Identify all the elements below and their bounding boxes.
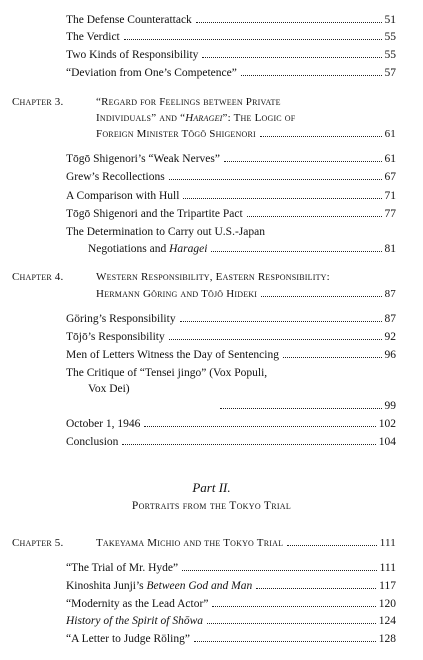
dot-leader: [220, 408, 382, 409]
toc-entry-title: Tōgō Shigenori and the Tripartite Pact: [66, 208, 243, 220]
toc-entry-title: The Defense Counterattack: [66, 14, 192, 26]
chapter-3-title-line3: [96, 127, 396, 141]
toc-entry-title-line2: Vox Dei): [88, 383, 130, 395]
dot-leader: [169, 339, 382, 340]
toc-entry-page: 92: [384, 331, 396, 343]
toc-entry-page: 55: [384, 49, 396, 61]
toc-entry-page: 81: [384, 243, 396, 255]
toc-entry: [66, 614, 396, 628]
chapter-4-title-line2: [96, 287, 396, 301]
toc-entry-title-italic: History of the Spirit of Shōwa: [66, 615, 204, 627]
chapter-3-title-part: ”: The Logic of: [222, 112, 296, 124]
toc-entry-title: [88, 242, 207, 256]
toc-entry: [66, 312, 396, 326]
chapter-3-title-line1: “Regard for Feelings between Private: [96, 96, 281, 108]
toc-entry-title: Tōgō Shigenori’s “Weak Nerves”: [66, 153, 220, 165]
part-title: Portraits from the Tokyo Trial: [131, 500, 292, 512]
toc-entry-title-line1: The Critique of “Tensei jingo” (Vox Populi,: [66, 367, 268, 379]
dot-leader: [196, 22, 382, 23]
toc-entry-title-line1: The Determination to Carry out U.S.-Japan: [66, 226, 265, 238]
toc-entry-title: The Verdict: [66, 31, 120, 43]
toc-entry: [66, 348, 396, 362]
toc-entry-page: 102: [378, 418, 396, 430]
toc-entry-title: Grew’s Recollections: [66, 171, 165, 183]
chapter-5-label: Chapter 5.: [12, 537, 64, 549]
toc-entry: [66, 561, 396, 575]
toc-entry-title-italic: Haragei: [169, 243, 208, 255]
dot-leader: [202, 57, 381, 58]
toc-entry-page: 61: [384, 153, 396, 165]
dot-leader: [287, 545, 377, 546]
toc-entry-title: Men of Letters Witness the Day of Sentencing: [66, 349, 279, 361]
dot-leader: [183, 198, 381, 199]
toc-entry-title-italic: Between God and Man: [146, 580, 253, 592]
toc-entry-page: 117: [379, 580, 396, 592]
toc-entry-title: “Deviation from One’s Competence”: [66, 67, 237, 79]
toc-entry-title: “The Trial of Mr. Hyde”: [66, 562, 179, 574]
toc-entry-title: A Comparison with Hull: [66, 190, 180, 202]
dot-leader: [212, 606, 375, 607]
toc-entry: [88, 242, 396, 256]
dot-leader: [224, 161, 382, 162]
toc-entry-page: 71: [384, 190, 396, 202]
toc-entry-page: 51: [384, 14, 396, 26]
chapter-5-title: [96, 536, 396, 550]
toc-entry: [66, 632, 396, 646]
toc-entry: [66, 189, 396, 203]
dot-leader: [207, 623, 376, 624]
toc-entry-page: 61: [384, 128, 396, 140]
toc-entry-title-part: Kinoshita Junji’s: [66, 580, 147, 592]
toc-entry-page: 87: [384, 288, 396, 300]
toc-entry-title: Two Kinds of Responsibility: [66, 49, 199, 61]
toc-entry-page: 67: [384, 171, 396, 183]
dot-leader: [124, 39, 382, 40]
toc-entry-page: 87: [384, 313, 396, 325]
dot-leader: [256, 588, 376, 589]
dot-leader: [261, 296, 381, 297]
toc-entry-page: 111: [379, 562, 396, 574]
dot-leader: [194, 641, 376, 642]
dot-leader: [180, 321, 382, 322]
dot-leader: [283, 357, 382, 358]
part-number: Part II.: [192, 480, 231, 495]
chapter-4-title-line1: Western Responsibility, Eastern Responsibility:: [96, 271, 330, 283]
toc-entry-title-part: Negotiations and: [88, 243, 170, 255]
chapter-4-label: Chapter 4.: [12, 271, 64, 283]
toc-entry-page: 104: [378, 436, 396, 448]
toc-entry-title: [66, 579, 252, 593]
toc-entry-title: Tōjō’s Responsibility: [66, 331, 165, 343]
toc-entry: [66, 30, 396, 44]
toc-entry-title: Takeyama Michio and the Tokyo Trial: [96, 537, 284, 549]
toc-entry-page: 128: [378, 633, 396, 645]
toc-entry-page: 96: [384, 349, 396, 361]
chapter-3-title-line2: [96, 111, 295, 125]
toc-entry-title: Foreign Minister Tōgō Shigenori: [96, 128, 256, 140]
toc-entry-page: 57: [384, 67, 396, 79]
dot-leader: [241, 75, 382, 76]
toc-entry: [66, 13, 396, 27]
toc-entry-title: “Modernity as the Lead Actor”: [66, 598, 209, 610]
toc-entry: [66, 66, 396, 80]
toc-entry: [66, 48, 396, 62]
toc-entry: [66, 417, 396, 431]
toc-entry-page: 120: [378, 598, 396, 610]
toc-entry: [66, 207, 396, 221]
toc-entry-page: 111: [379, 537, 396, 549]
toc-entry-page: 124: [378, 615, 396, 627]
dot-leader: [122, 444, 375, 445]
toc-entry: [66, 330, 396, 344]
toc-entry-page: 77: [384, 208, 396, 220]
toc-entry-leader-row: [216, 399, 396, 413]
toc-entry-title: Hermann Göring and Tōjō Hideki: [96, 288, 258, 300]
toc-entry: [66, 597, 396, 611]
toc-entry-title: Göring’s Responsibility: [66, 313, 176, 325]
toc-entry: [66, 579, 396, 593]
dot-leader: [211, 251, 381, 252]
toc-entry-page: 99: [384, 400, 396, 412]
chapter-3-title-italic: Haragei: [185, 112, 223, 124]
chapter-3-label: Chapter 3.: [12, 96, 64, 108]
dot-leader: [247, 216, 382, 217]
dot-leader: [144, 426, 375, 427]
toc-entry-title: Conclusion: [66, 436, 119, 448]
toc-entry: [66, 170, 396, 184]
toc-entry: [66, 152, 396, 166]
toc-entry-title: “A Letter to Judge Röling”: [66, 633, 190, 645]
toc-entry-title: October 1, 1946: [66, 418, 141, 430]
chapter-3-title-part: Individuals” and “: [96, 112, 186, 124]
dot-leader: [169, 179, 382, 180]
toc-entry-page: 55: [384, 31, 396, 43]
toc-entry: [66, 435, 396, 449]
dot-leader: [260, 136, 382, 137]
dot-leader: [182, 570, 376, 571]
